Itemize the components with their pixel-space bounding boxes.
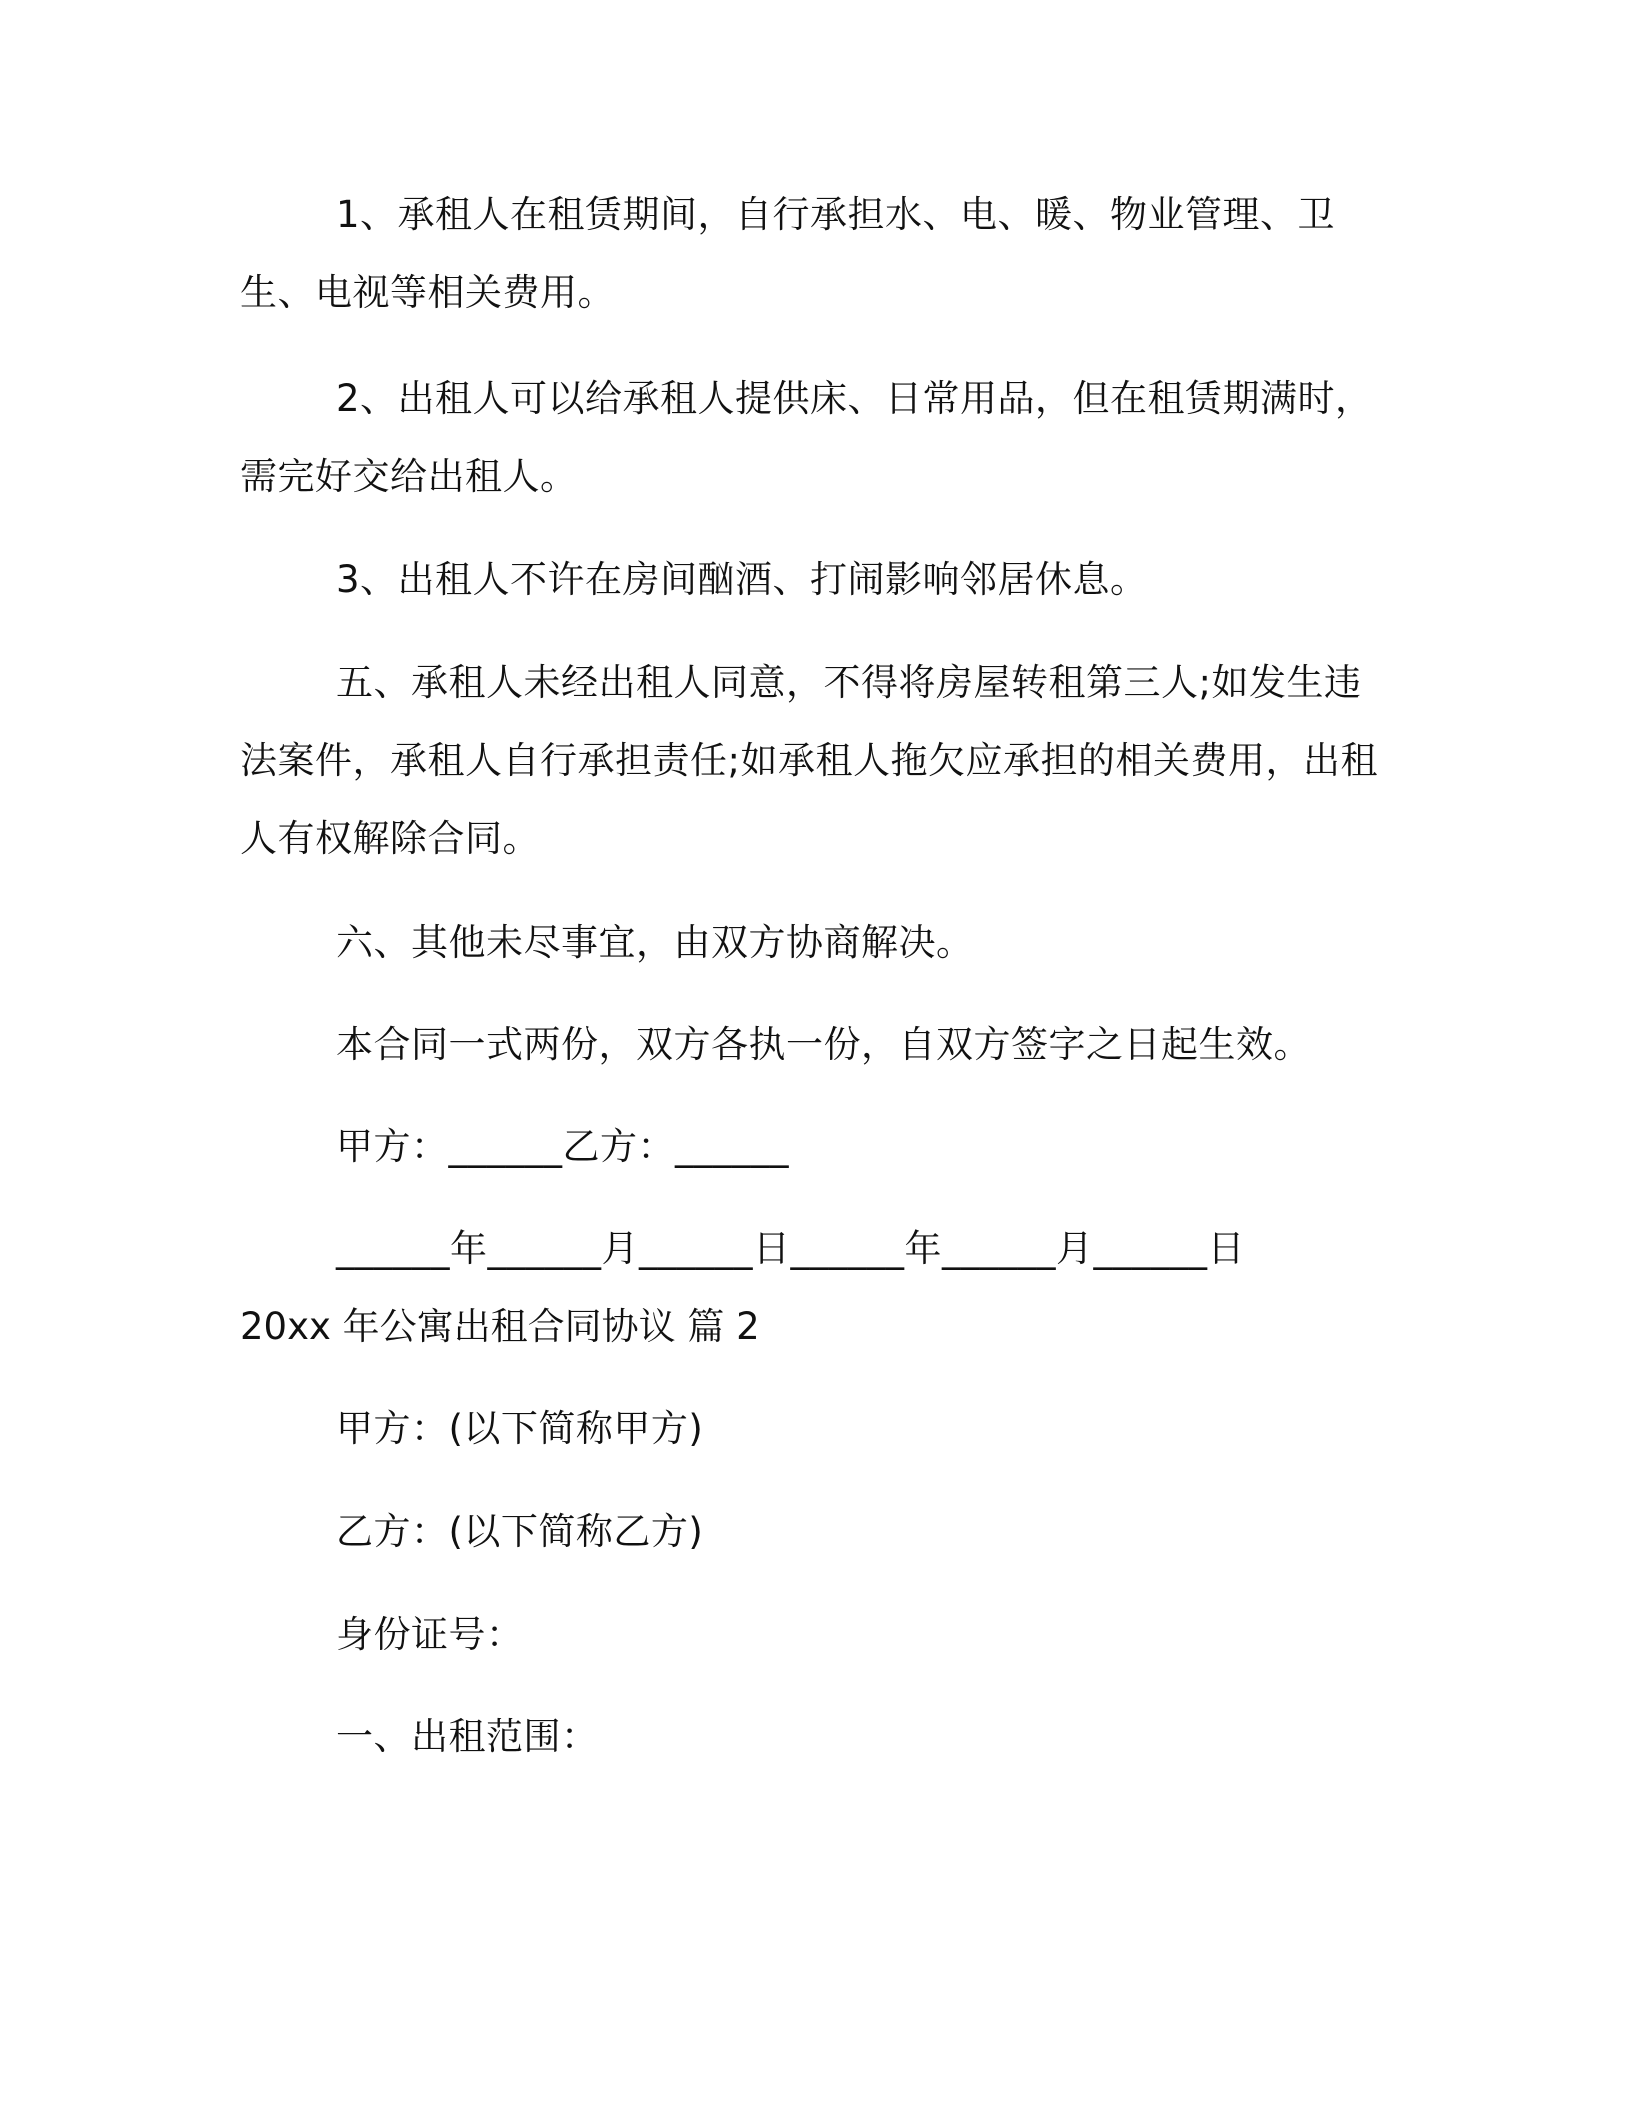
section-heading: 20xx 年公寓出租合同协议 篇 2 bbox=[240, 1305, 760, 1348]
date-line: ______年______月______日______年______月______日 bbox=[336, 1227, 1245, 1270]
effective-clause-paragraph: 本合同一式两份，双方各执一份，自双方签字之日起生效。 bbox=[336, 1023, 1311, 1066]
clause-2-paragraph: 2、出租人可以给承租人提供床、日常用品，但在租赁期满时，需完好交给出租人。 bbox=[240, 377, 1373, 498]
rental-scope-heading: 一、出租范围： bbox=[336, 1715, 599, 1758]
signature-line: 甲方：______乙方：______ bbox=[336, 1125, 789, 1168]
clause-3-paragraph: 3、出租人不许在房间酗酒、打闹影响邻居休息。 bbox=[336, 558, 1148, 601]
id-number-field: 身份证号： bbox=[336, 1613, 524, 1656]
clause-1-paragraph: 1、承租人在租赁期间，自行承担水、电、暖、物业管理、卫生、电视等相关费用。 bbox=[240, 193, 1336, 314]
party-b-field: 乙方：(以下简称乙方) bbox=[336, 1510, 704, 1553]
clause-6-paragraph: 六、其他未尽事宜，由双方协商解决。 bbox=[336, 921, 974, 964]
party-a-field: 甲方：(以下简称甲方) bbox=[336, 1407, 704, 1450]
clause-5-paragraph: 五、承租人未经出租人同意，不得将房屋转租第三人;如发生违法案件，承租人自行承担责任;如承租人拖欠应承担的相关费用，出租人有权解除合同。 bbox=[240, 661, 1378, 860]
